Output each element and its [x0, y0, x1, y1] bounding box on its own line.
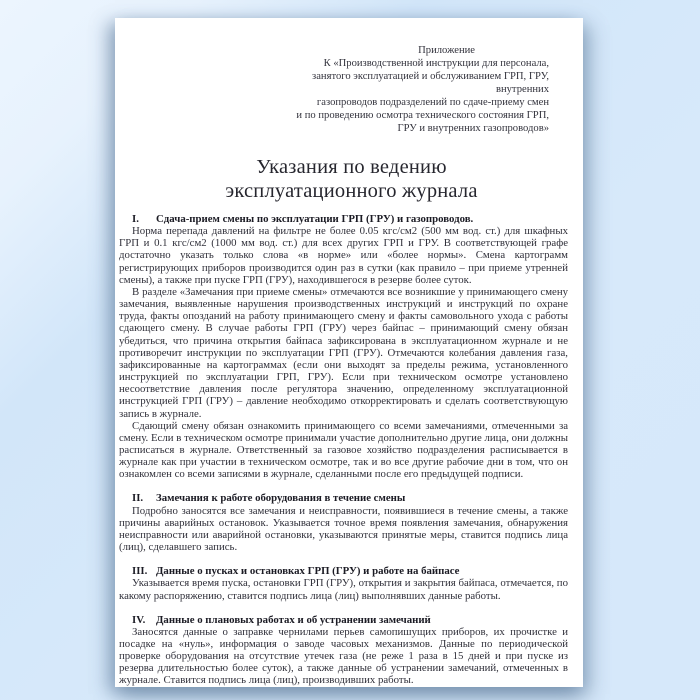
- section-start-stop-data: [119, 565, 568, 601]
- document-title: [119, 156, 568, 203]
- section-heading: [119, 492, 568, 504]
- document-body: [119, 213, 568, 687]
- paragraph: Заносятся данные о заправке чернилами перьев самопишущих приборов, их прочистке и посадке на «нуль», информация о заводе часовых механизмов. Данные по периодической проверке оборудования на отсутствие утечек газа (не реже 1 раза в 15 дней и при пуске из резерва длительностью более суток), а также данные об устранении замечаний, отмеченных в журнале. Ставится подпись лица (лиц), производивших работы.: [119, 625, 568, 687]
- section-number: III.: [132, 565, 148, 578]
- appendix-line: занятого эксплуатацией и обслуживанием ГРП, ГРУ, внутренних: [312, 71, 549, 95]
- document-page: [115, 18, 583, 687]
- appendix-block: [259, 44, 549, 135]
- section-shift-handover: [119, 213, 568, 480]
- appendix-line: ГРУ и внутренних газопроводов»: [397, 123, 549, 134]
- paragraph: Сдающий смену обязан ознакомить принимающего со всеми замечаниями, отмеченными за смену. Если в техническом осмотре принимали участие дополнительно другие лица, они должны расписаться в журнале. Ответственный за газовое хозяйство подразделения расписывается в журнале как при участии в техническом осмотре, так и во все другие рабочие дни в том, что он ознакомлен со всеми записями в журнале, сделанными после его предыдущей подписи.: [119, 419, 568, 481]
- section-heading: [119, 614, 568, 626]
- section-equipment-remarks: [119, 492, 568, 553]
- section-heading-text: Данные о плановых работах и об устранении замечаний: [156, 613, 431, 626]
- paragraph: Норма перепада давлений на фильтре не более 0.05 кгс/см2 (500 мм вод. ст.) для шкафных ГРП и 0.1 кгс/см2 (1000 мм вод. ст.) для всех других ГРП и ГРУ. В соответствующей графе достаточно указать только слова «в норме» или «более нормы». Смена картограмм регистрирующих приборов производится один раз в сутки (как правило – при приеме утренней смены), а также при пуске ГРП (ГРУ), находившегося в резерве более суток.: [119, 225, 568, 286]
- section-number: IV.: [132, 613, 146, 626]
- section-heading: [119, 565, 568, 577]
- paragraph: Указывается время пуска, остановки ГРП (ГРУ), открытия и закрытия байпаса, отмечается, по какому распоряжению, ставится подпись лица (лиц) выполнявших данные работы.: [119, 577, 568, 602]
- section-heading-text: Данные о пусках и остановках ГРП (ГРУ) и работе на байпасе: [156, 565, 460, 578]
- section-number: II.: [132, 492, 144, 505]
- document-title-line: Указания по ведению: [256, 156, 447, 178]
- paragraph: В разделе «Замечания при приеме смены» отмечаются все возникшие у принимающего смену замечания, выявленные нарушения производственных инструкций и инструкций по охране труда, факты опозданий на работу принимающего смену и факты самовольного ухода с работы сдающего смену. В случае работы ГРП (ГРУ) через байпас – принимающий смену обязан убедиться, что причина открытия байпаса зафиксирована в эксплуатационном журнале и не противоречит инструкции по эксплуатации ГРП (ГРУ). Отмечаются колебания давления газа, зафиксированные на картограммах (если они выходят за пределы режима, установленного инструкцией по эксплуатации ГРП, ГРУ). Если при техническом осмотре установлено несоответствие давления после регулятора значению, определенному эксплуатационной инструкцией ГРП (ГРУ) – давление необходимо откорректировать и сделать соответствующую запись в журнале.: [119, 285, 568, 420]
- paragraph: Подробно заносятся все замечания и неисправности, появившиеся в течение смены, а также причины аварийных остановок. Указывается точное время появления замечания, обнаружения неисправности или аварийной остановки, указываются принятые меры, ставится подпись лица (лиц), сделавшего запись.: [119, 504, 568, 554]
- appendix-line: Приложение: [418, 45, 475, 56]
- section-heading: [119, 213, 568, 225]
- appendix-line: газопроводов подразделений по сдаче-приему смен: [316, 97, 549, 108]
- section-planned-works: [119, 614, 568, 687]
- appendix-line: К «Производственной инструкции для персонала,: [323, 58, 549, 69]
- section-number: I.: [132, 213, 139, 225]
- section-heading-text: Замечания к работе оборудования в течение смены: [156, 492, 406, 505]
- section-heading-text: Сдача-прием смены по эксплуатации ГРП (ГРУ) и газопроводов.: [156, 213, 474, 225]
- appendix-line: и по проведению осмотра технического состояния ГРП,: [296, 110, 549, 121]
- document-title-line: эксплуатационного журнала: [225, 179, 478, 202]
